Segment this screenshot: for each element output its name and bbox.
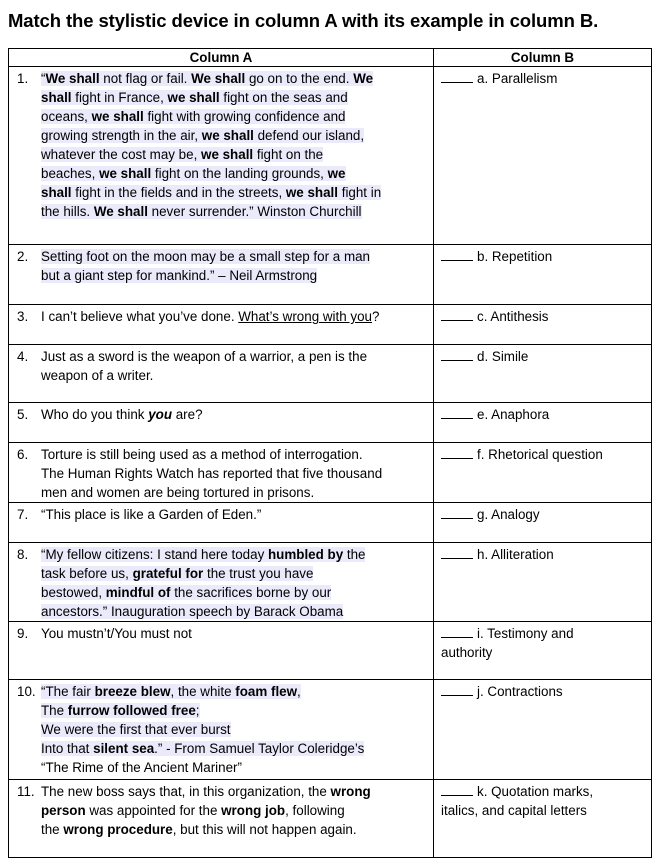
- text-segment: wrong job: [221, 803, 286, 818]
- text-segment: “This place is like a Garden of Eden.”: [41, 507, 262, 522]
- text-segment: wrong procedure: [63, 822, 173, 837]
- option-label: h. Alliteration: [477, 547, 554, 562]
- text-segment: fight in: [338, 185, 382, 200]
- text-segment: fight in the fields and in the streets,: [71, 185, 286, 200]
- text-segment: we: [327, 166, 346, 181]
- table-row: [9, 305, 652, 345]
- column-b-cell: [434, 305, 652, 345]
- text-segment: weapon of a writer.: [41, 368, 154, 383]
- text-segment: ?: [371, 309, 380, 324]
- text-segment: Just as a sword is the weapon of a warrior, a pen is the: [41, 349, 368, 364]
- item-number: 6.: [17, 447, 29, 462]
- text-segment: “My fellow citizens: I stand here today: [41, 547, 268, 562]
- text-segment: oceans,: [41, 109, 92, 124]
- column-b-cell: [434, 780, 652, 858]
- page-title: Match the stylistic device in column A with its example in column B.: [8, 10, 599, 31]
- text-segment: you: [148, 407, 172, 422]
- answer-blank[interactable]: [441, 307, 473, 321]
- column-a-cell: [9, 403, 434, 443]
- text-segment: You mustn’t/You must not: [41, 626, 192, 641]
- text-segment: We shall: [93, 204, 148, 219]
- column-b-cell: [434, 403, 652, 443]
- column-b-cell: [434, 245, 652, 305]
- option-label: a. Parallelism: [477, 71, 558, 86]
- text-segment: foam flew: [235, 684, 298, 699]
- table-row: [9, 680, 652, 780]
- text-segment: defend our island,: [253, 128, 365, 143]
- text-segment: person: [41, 803, 86, 818]
- text-segment: “The fair: [41, 684, 95, 699]
- example-text: [41, 624, 429, 643]
- table-row: [9, 403, 652, 443]
- option-label: g. Analogy: [477, 507, 540, 522]
- text-segment: humbled by: [268, 547, 344, 562]
- column-a-cell: [9, 503, 434, 543]
- answer-blank[interactable]: [441, 505, 473, 519]
- text-segment: , but this will not happen again.: [172, 822, 357, 837]
- example-text: [41, 405, 429, 424]
- text-segment: men and women are being tortured in prisons.: [41, 485, 315, 500]
- answer-blank[interactable]: [441, 247, 473, 261]
- table-header-row: [9, 49, 652, 67]
- text-segment: we shall: [167, 90, 220, 105]
- option-label-continued: authority: [441, 645, 493, 660]
- answer-blank[interactable]: [441, 624, 473, 638]
- item-number: 5.: [17, 407, 29, 422]
- column-a-cell: [9, 680, 434, 780]
- text-segment: the: [41, 822, 64, 837]
- option-label: f. Rhetorical question: [477, 447, 603, 462]
- item-number: 9.: [17, 626, 29, 641]
- example-text: [41, 505, 429, 524]
- text-segment: We shall: [191, 71, 246, 86]
- text-segment: never surrender.” Winston Churchill: [147, 204, 362, 219]
- column-a-cell: [9, 305, 434, 345]
- column-a-cell: [9, 780, 434, 858]
- text-segment: We shall: [45, 71, 100, 86]
- text-segment: the: [343, 547, 366, 562]
- table-row: [9, 622, 652, 680]
- column-b-cell: [434, 503, 652, 543]
- text-segment: Who do you think: [41, 407, 149, 422]
- text-segment: we shall: [99, 166, 152, 181]
- text-segment: .” - From Samuel Taylor Coleridge’s: [154, 741, 365, 756]
- table-row: [9, 503, 652, 543]
- example-text: [41, 307, 429, 326]
- option-label: c. Antithesis: [477, 309, 549, 324]
- text-segment: shall: [41, 90, 72, 105]
- text-segment: fight on the: [253, 147, 324, 162]
- text-segment: I can’t believe what you’ve done.: [41, 309, 239, 324]
- text-segment: but a giant step for mankind.” – Neil Armstrong: [41, 268, 318, 283]
- text-segment: Setting foot on the moon may be a small step for a man: [41, 249, 370, 264]
- text-segment: “: [41, 71, 46, 86]
- item-number: 3.: [17, 309, 29, 324]
- option-label: j. Contractions: [477, 684, 563, 699]
- text-segment: fight in France,: [71, 90, 168, 105]
- text-segment: What’s wrong with you: [238, 309, 372, 324]
- text-segment: growing strength in the air,: [41, 128, 202, 143]
- text-segment: Into that: [41, 741, 94, 756]
- column-a-cell: [9, 245, 434, 305]
- example-text: [41, 247, 429, 285]
- text-segment: breeze blew: [94, 684, 171, 699]
- option-label: b. Repetition: [477, 249, 553, 264]
- answer-blank[interactable]: [441, 347, 473, 361]
- text-segment: ,: [297, 684, 301, 699]
- option-label: d. Simile: [477, 349, 529, 364]
- text-segment: are?: [172, 407, 203, 422]
- item-number: 4.: [17, 349, 29, 364]
- text-segment: The Human Rights Watch has reported that five thousand: [41, 466, 383, 481]
- item-number: 7.: [17, 507, 29, 522]
- item-number: 10.: [17, 684, 36, 699]
- column-a-header: Column A: [9, 49, 434, 67]
- answer-blank[interactable]: [441, 69, 473, 83]
- text-segment: fight on the seas and: [219, 90, 348, 105]
- column-a-cell: [9, 443, 434, 503]
- text-segment: , the white: [170, 684, 236, 699]
- text-segment: We were the first that ever burst: [41, 722, 231, 737]
- example-text: [41, 545, 429, 621]
- column-a-cell: [9, 543, 434, 622]
- answer-blank[interactable]: [441, 682, 473, 696]
- column-b-cell: [434, 345, 652, 403]
- text-segment: the trust you have: [203, 566, 314, 581]
- text-segment: shall: [41, 185, 72, 200]
- text-segment: mindful of: [105, 585, 171, 600]
- text-segment: We: [353, 71, 374, 86]
- table-row: [9, 780, 652, 858]
- column-b-cell: [434, 443, 652, 503]
- matching-table: [8, 48, 652, 858]
- item-number: 2.: [17, 249, 29, 264]
- text-segment: furrow followed free: [67, 703, 196, 718]
- text-segment: beaches,: [41, 166, 100, 181]
- text-segment: we shall: [91, 109, 144, 124]
- text-segment: go on to the end.: [245, 71, 354, 86]
- column-b-cell: [434, 622, 652, 680]
- item-number: 1.: [17, 71, 29, 86]
- option-label: e. Anaphora: [477, 407, 550, 422]
- text-segment: wrong: [330, 784, 371, 799]
- table-row: [9, 345, 652, 403]
- text-segment: the hills.: [41, 204, 94, 219]
- text-segment: grateful for: [132, 566, 204, 581]
- column-b-header: Column B: [434, 49, 652, 67]
- option-label-continued: italics, and capital letters: [441, 803, 587, 818]
- text-segment: fight with growing confidence and: [143, 109, 346, 124]
- text-segment: we shall: [201, 147, 254, 162]
- text-segment: was appointed for the: [85, 803, 222, 818]
- table-row: [9, 67, 652, 245]
- text-segment: silent sea: [93, 741, 155, 756]
- text-segment: The new boss says that, in this organization, the: [41, 784, 331, 799]
- example-text: [41, 445, 429, 502]
- column-a-cell: [9, 67, 434, 245]
- example-text: [41, 69, 429, 221]
- option-label: k. Quotation marks,: [477, 784, 594, 799]
- text-segment: whatever the cost may be,: [41, 147, 202, 162]
- item-number: 8.: [17, 547, 29, 562]
- text-segment: ancestors.” Inauguration speech by Barack Obama: [41, 604, 344, 619]
- column-a-cell: [9, 345, 434, 403]
- answer-blank[interactable]: [441, 545, 473, 559]
- text-segment: ;: [195, 703, 200, 718]
- text-segment: bestowed,: [41, 585, 106, 600]
- answer-blank[interactable]: [441, 405, 473, 419]
- table-row: [9, 543, 652, 622]
- column-b-cell: [434, 680, 652, 780]
- text-segment: task before us,: [41, 566, 133, 581]
- answer-blank[interactable]: [441, 782, 473, 796]
- table-row: [9, 443, 652, 503]
- text-segment: fight on the landing grounds,: [151, 166, 328, 181]
- example-text: [41, 682, 429, 777]
- example-text: [41, 782, 429, 839]
- column-a-cell: [9, 622, 434, 680]
- text-segment: “The Rime of the Ancient Mariner”: [41, 760, 242, 775]
- option-label: i. Testimony and: [477, 626, 574, 641]
- text-segment: not flag or fail.: [99, 71, 192, 86]
- text-segment: , following: [285, 803, 345, 818]
- table-row: [9, 245, 652, 305]
- text-segment: the sacrifices borne by our: [170, 585, 332, 600]
- example-text: [41, 347, 429, 385]
- text-segment: Torture is still being used as a method of interrogation.: [41, 447, 363, 462]
- column-b-cell: [434, 67, 652, 245]
- answer-blank[interactable]: [441, 445, 473, 459]
- item-number: 11.: [17, 784, 35, 799]
- text-segment: we shall: [201, 128, 254, 143]
- text-segment: we shall: [285, 185, 338, 200]
- column-b-cell: [434, 543, 652, 622]
- text-segment: The: [41, 703, 68, 718]
